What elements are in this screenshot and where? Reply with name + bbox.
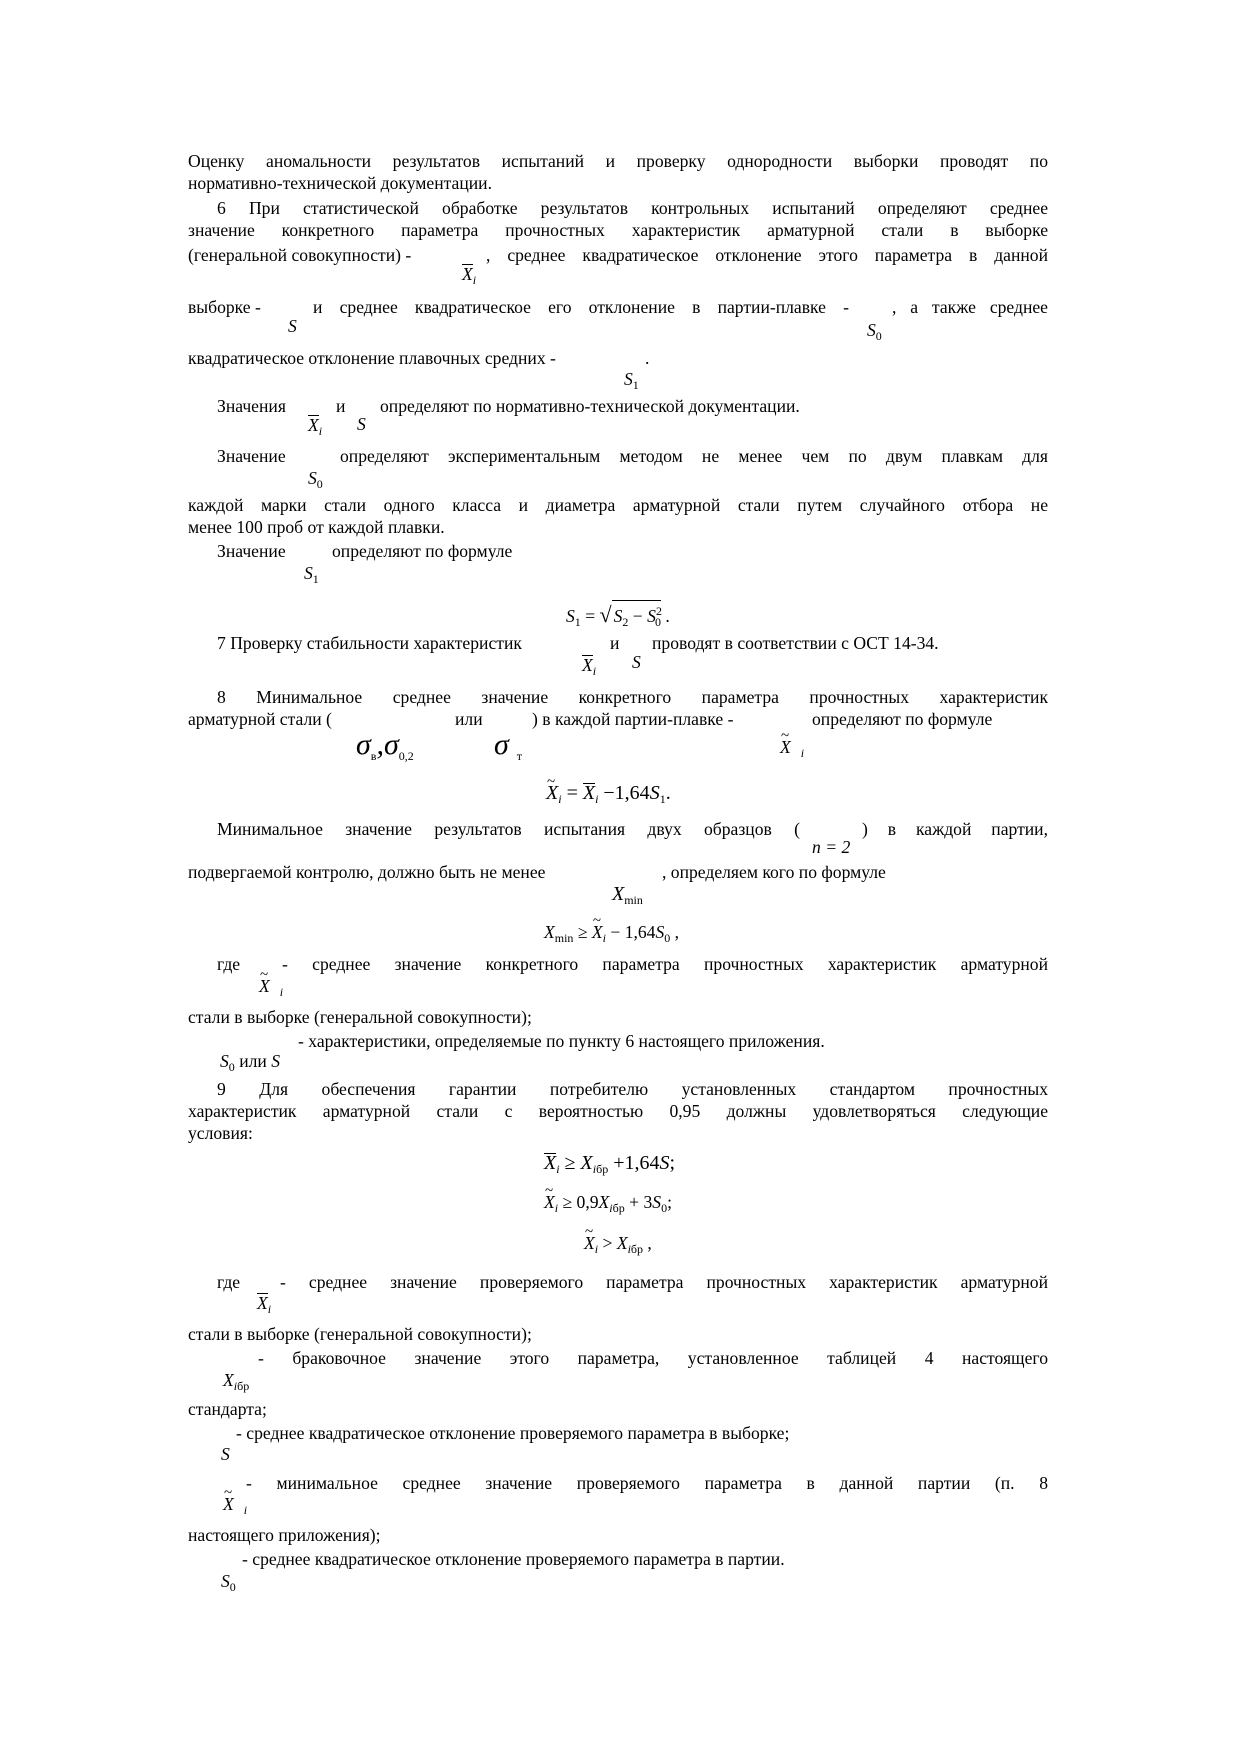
paragraph-line: - среднее квадратическое отклонение проверяемого параметра в партии. [242,1549,785,1569]
paragraph-line: Минимальное значение результатов испытания двух образцов ( [217,819,800,839]
paragraph-line: подвергаемой контролю, должно быть не менее [188,862,546,882]
formula-symbol: $X_i$ [582,655,597,678]
formula-s1: $S_1$ = √ $S_2 - S^2_0$ . [566,600,670,632]
paragraph-line: - среднее значение конкретного параметра прочностных характеристик арматурной [282,954,1048,974]
sigma-symbols: $\sigma_в,\sigma_{0,2}$ [356,728,414,763]
paragraph-line: проводят в соответствии с ОСТ 14-34. [652,633,939,653]
paragraph-line: характеристик арматурной стали с вероятностью 0,95 должны удовлетворяться следующие [188,1101,1048,1121]
paragraph-line: ) в каждой партии-плавке - [532,709,734,729]
formula-symbol: S [357,414,366,434]
paragraph-line: 9 Для обеспечения гарантии потребителю установленных стандартом прочностных [217,1079,1048,1099]
formula-symbol: $S_0$ [221,1571,236,1594]
paragraph-line: Оценку аномальности результатов испытаний и проверку однородности выборки проводят по [188,151,1048,171]
paragraph-line: выборке - [188,297,261,317]
formula-xmin: $X_{min}$ ≥ ~ $X_i - 1,64S_0$ , [544,922,679,948]
paragraph-line: где [217,1272,241,1292]
formula-symbol: ~ X $_i$ [780,737,804,763]
paragraph-line: определяют экспериментальным методом не менее чем по двум плавкам для [340,446,1048,466]
paragraph-line: , а также среднее [892,297,1048,317]
formula-symbol: $X_i$ [308,415,323,438]
formula-symbol: ~ X $_i$ [223,1494,247,1520]
formula-symbol: $S_0$ или S [220,1051,281,1074]
paragraph-line: определяют по формуле [812,709,993,729]
formula-symbol: S [632,652,641,672]
paragraph-line: 7 Проверку стабильности характеристик [217,633,522,653]
paragraph-line: - характеристики, определяемые по пункту 6 настоящего приложения. [298,1031,825,1051]
paragraph-line: каждой марки стали одного класса и диаметра арматурной стали путем случайного отбора не [188,495,1048,515]
paragraph-line: стали в выборке (генеральной совокупности); [188,1324,532,1344]
formula-symbol: $S_0$ [867,320,882,343]
paragraph-line: и [610,633,620,653]
paragraph-line: или [455,709,483,729]
formula-symbol: ~ X $_i$ [259,976,283,1002]
formula-symbol: $X_i$ [257,1293,272,1316]
paragraph-line: - браковочное значение этого параметра, установленное таблицей 4 настоящего [258,1348,1048,1368]
formula-min-mean: ~ $X_i = X_i -1,64S_1$. [546,783,671,809]
paragraph-line: стали в выборке (генеральной совокупности); [188,1007,532,1027]
paragraph-line: стандарта; [188,1399,267,1419]
paragraph-line: , определяем кого по формуле [662,862,886,882]
formula-symbol: S [221,1444,230,1464]
formula-symbol: $S_1$ [624,369,639,392]
paragraph-line: квадратическое отклонение плавочных средних - [188,348,556,368]
paragraph-line: и [336,396,346,416]
paragraph-line: арматурной стали ( [188,709,332,729]
punctuation: . [645,348,650,368]
formula-symbol: $S_1$ [304,563,319,586]
paragraph-line: - среднее квадратическое отклонение проверяемого параметра в выборке; [236,1423,790,1443]
condition-1: $X_i \ge X_{iбр} +1,64S$; [544,1152,676,1176]
paragraph-line: ) в каждой партии, [862,819,1048,839]
condition-2: ~ $X_i \ge 0,9X_{iбр} + 3S_0$; [544,1192,672,1218]
paragraph-line: настоящего приложения); [188,1525,381,1545]
paragraph-line: и среднее квадратическое его отклонение в партии-плавке - [313,297,849,317]
paragraph-line: Значения [217,396,286,416]
formula-symbol: $X_{min}$ [612,883,643,907]
condition-3: ~ $X_i > X_{iбр}$ , [584,1233,652,1259]
formula-symbol: $X_i$ [462,264,477,287]
paragraph-line: нормативно-технической документации. [188,173,492,193]
formula-symbol: $X_{iбр}$ [223,1370,250,1393]
sigma-symbol: σ $_т$ [494,728,523,763]
formula-symbol: n = 2 [812,837,851,857]
paragraph-line: значение конкретного параметра прочностных характеристик арматурной стали в выборке [188,220,1048,240]
formula-symbol: S [288,316,297,336]
paragraph-line: , среднее квадратическое отклонение этого параметра в данной [486,245,1048,265]
paragraph-line: менее 100 проб от каждой плавки. [188,517,445,537]
paragraph-line: 6 При статистической обработке результатов контрольных испытаний определяют среднее [217,198,1048,218]
formula-symbol: $S_0$ [308,468,323,491]
paragraph-line: где [217,954,241,974]
paragraph-line: Значение [217,446,286,466]
paragraph-line: - среднее значение проверяемого параметра прочностных характеристик арматурной [280,1272,1048,1292]
paragraph-line: Значение [217,541,286,561]
paragraph-line: (генеральной совокупности) - [188,245,412,265]
paragraph-line: - минимальное среднее значение проверяемого параметра в данной партии (п. 8 [246,1473,1048,1493]
paragraph-line: 8 Минимальное среднее значение конкретного параметра прочностных характеристик [217,687,1048,707]
paragraph-line: определяют по формуле [332,541,513,561]
paragraph-line: условия: [188,1123,253,1143]
paragraph-line: определяют по нормативно-технической документации. [380,396,800,416]
